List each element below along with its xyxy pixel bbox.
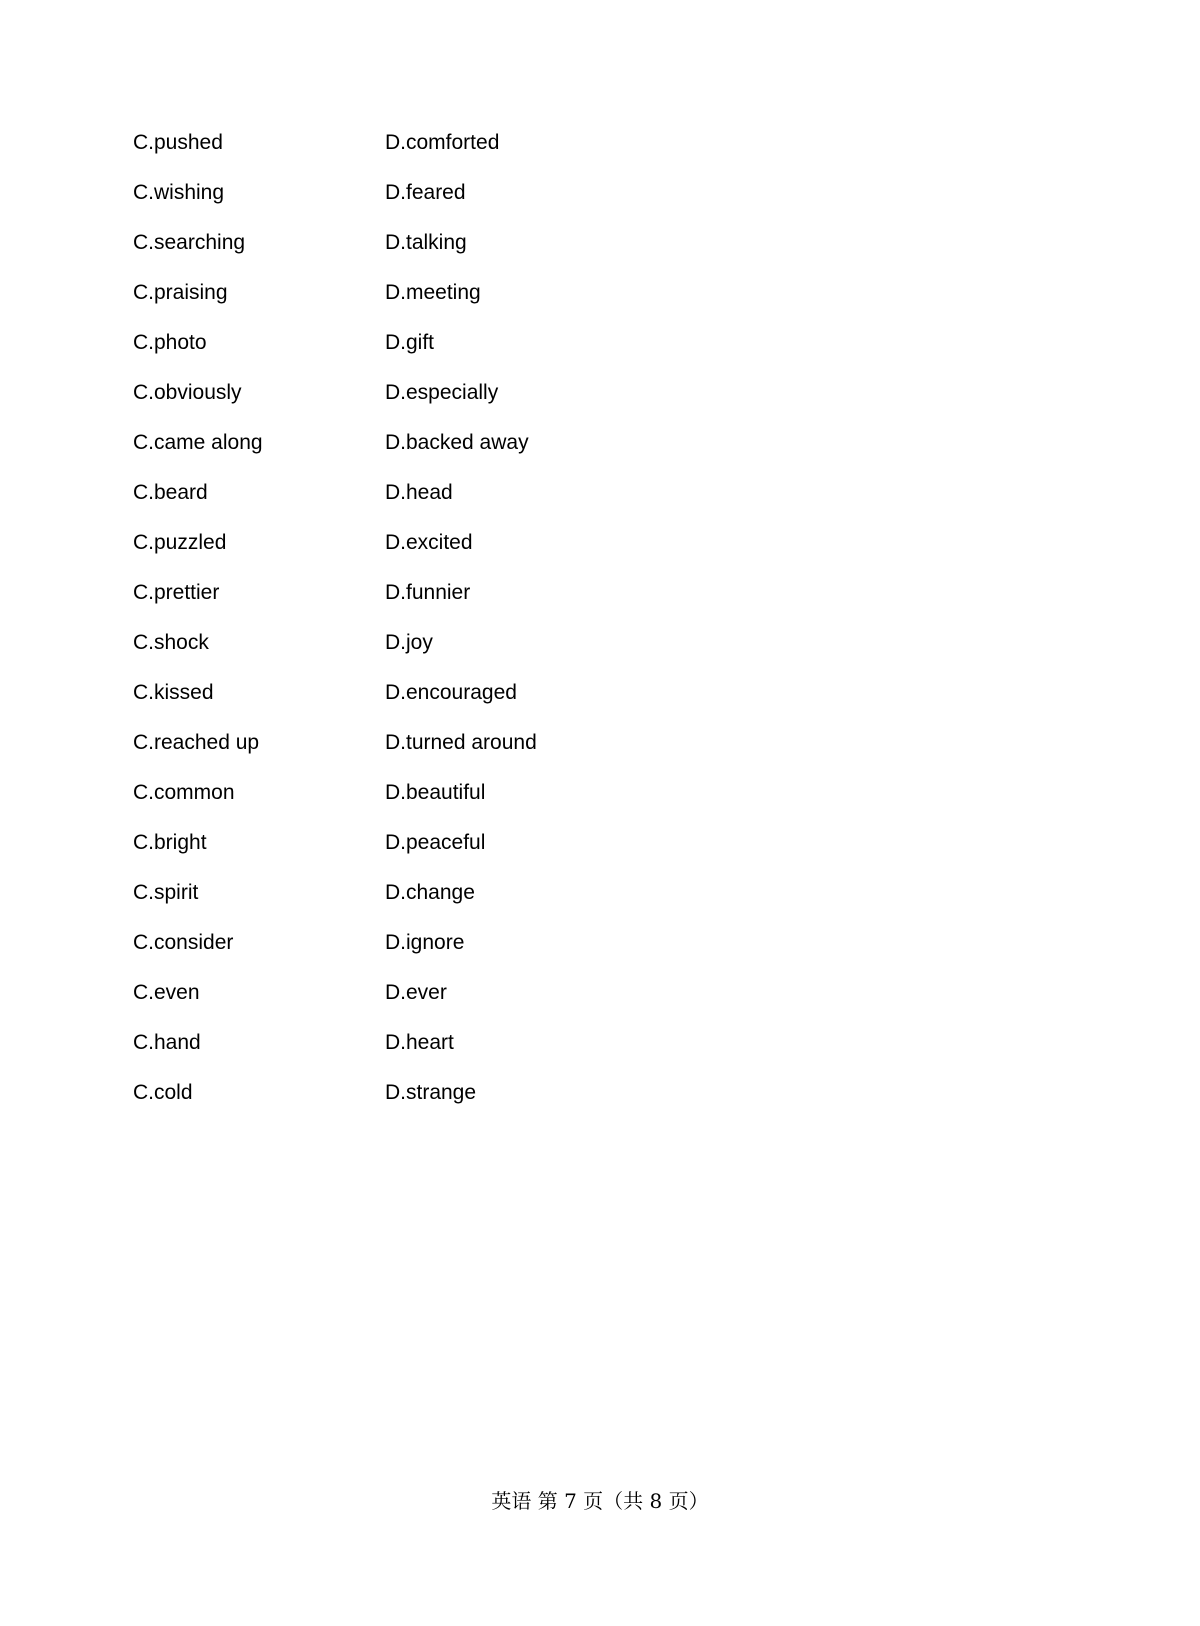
- answer-options-list: [133, 129, 693, 1129]
- option-c: C.beard: [133, 481, 208, 504]
- option-d: D.backed away: [385, 431, 529, 454]
- option-d: D.head: [385, 481, 453, 504]
- option-row: [133, 129, 693, 179]
- option-c: C.came along: [133, 431, 263, 454]
- option-row: [133, 629, 693, 679]
- option-row: [133, 179, 693, 229]
- option-row: [133, 429, 693, 479]
- option-row: [133, 329, 693, 379]
- option-d: D.ignore: [385, 931, 465, 954]
- option-row: [133, 279, 693, 329]
- option-c: C.even: [133, 981, 200, 1004]
- option-row: [133, 229, 693, 279]
- option-d: D.comforted: [385, 131, 500, 154]
- option-d: D.feared: [385, 181, 466, 204]
- page-footer: 英语 第 7 页（共 8 页）: [491, 1489, 709, 1513]
- option-d: D.excited: [385, 531, 473, 554]
- option-c: C.photo: [133, 331, 207, 354]
- option-c: C.obviously: [133, 381, 242, 404]
- option-row: [133, 929, 693, 979]
- option-d: D.joy: [385, 631, 433, 654]
- option-d: D.ever: [385, 981, 447, 1004]
- option-c: C.consider: [133, 931, 234, 954]
- option-row: [133, 1029, 693, 1079]
- option-d: D.peaceful: [385, 831, 486, 854]
- option-d: D.especially: [385, 381, 499, 404]
- option-d: D.beautiful: [385, 781, 486, 804]
- option-c: C.pushed: [133, 131, 223, 154]
- option-row: [133, 879, 693, 929]
- option-row: [133, 1079, 693, 1129]
- option-d: D.heart: [385, 1031, 454, 1054]
- option-row: [133, 979, 693, 1029]
- option-c: C.spirit: [133, 881, 199, 904]
- option-c: C.wishing: [133, 181, 225, 204]
- option-c: C.common: [133, 781, 235, 804]
- option-d: D.change: [385, 881, 475, 904]
- option-d: D.strange: [385, 1081, 477, 1104]
- option-d: D.funnier: [385, 581, 471, 604]
- option-c: C.searching: [133, 231, 246, 254]
- option-c: C.shock: [133, 631, 209, 654]
- option-c: C.kissed: [133, 681, 214, 704]
- option-c: C.cold: [133, 1081, 193, 1104]
- option-c: C.reached up: [133, 731, 260, 754]
- option-d: D.gift: [385, 331, 435, 354]
- option-d: D.encouraged: [385, 681, 517, 704]
- option-c: C.bright: [133, 831, 207, 854]
- option-row: [133, 679, 693, 729]
- option-c: C.puzzled: [133, 531, 227, 554]
- option-row: [133, 379, 693, 429]
- option-row: [133, 479, 693, 529]
- option-row: [133, 779, 693, 829]
- option-d: D.meeting: [385, 281, 481, 304]
- option-row: [133, 529, 693, 579]
- option-d: D.turned around: [385, 731, 537, 754]
- option-d: D.talking: [385, 231, 467, 254]
- option-row: [133, 729, 693, 779]
- option-row: [133, 579, 693, 629]
- option-c: C.prettier: [133, 581, 220, 604]
- option-row: [133, 829, 693, 879]
- option-c: C.praising: [133, 281, 228, 304]
- option-c: C.hand: [133, 1031, 201, 1054]
